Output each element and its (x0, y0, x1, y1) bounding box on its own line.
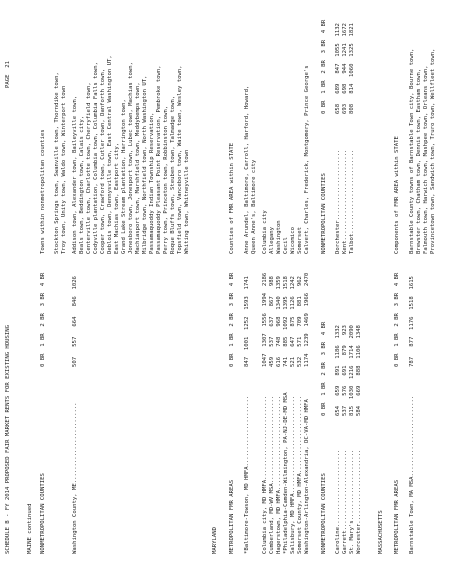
nonmetro-county-rents: 815 1030 1216 1714 2090 (349, 325, 355, 416)
nonmetro-county-rents: 584 669 888 1106 1348 (356, 325, 362, 416)
fmr-area-counties: Allegany (269, 227, 275, 254)
fmr-area-counties: Washington (276, 220, 282, 254)
maine-town-line: Deblois town, Dennysville town, East Central Washington UT, (107, 55, 113, 254)
fmr-area-name: Columbia city, MD HMFA......................... (262, 395, 268, 554)
page-number: PAGE 21 (5, 61, 11, 88)
nonmetro-county-rents: 693 698 944 1241 1672 (342, 23, 348, 114)
schedule-title: SCHEDULE B - FY 2014 PROPOSED FAIR MARKET RENTS FOR EXISTING HOUSING (5, 324, 11, 554)
barnstable-component-line: Brewster town, Chatham town, Dennis town, Eastham town, (416, 68, 422, 254)
maine-town-line: Cooper town, Crawford town, Cutler town, Danforth town, (100, 68, 106, 254)
maine-town-line: Passamaquoddy Indian Township Reservation, (149, 112, 155, 254)
barnstable-name: Barnstable Town, MA MSA........................ (409, 395, 415, 554)
washington-county-rents: 507 557 664 846 1026 (72, 276, 78, 367)
maryland-nonmetro-header-row (321, 0, 328, 566)
maine-town-line: Passamaquoddy Pleasant Point Reservation, Pembroke town, (156, 65, 162, 254)
maine-town-line: Perry town, Princeton town, Robbinston town, (163, 105, 169, 254)
fmr-area-rents: 616 748 968 1340 1359 (276, 276, 282, 367)
nonmetro-county-name: Talbot......................... (349, 149, 355, 254)
nonmetro-county-rents: 654 659 891 1186 1332 (335, 325, 341, 416)
maine-town-line: Jonesboro town, Jonesport town, Lubec town, Machias town, (128, 62, 134, 254)
fmr-area-counties: Calvert, Charles, Frederick, Montgomery, Prince George's (304, 65, 310, 254)
section-massachusetts: MASSACHUSETTS (378, 510, 384, 554)
maine-town-line: Whiting town, Whitneyville town (184, 149, 190, 254)
maine-towns-row (61, 0, 68, 566)
maryland-bedroom-column-headers: 0 BR 1 BR 2 BR 3 BR 4 BR (229, 272, 235, 367)
maryland-nonmetro-heading: NONMETROPOLITAN COUNTIES (321, 473, 327, 554)
maine-town-line: East Machias town, Eastport city, (114, 142, 120, 254)
maine-town-line: Machiasport town, Marshfield town, Meddybemps town, (135, 82, 141, 254)
fmr-area-row (251, 0, 258, 566)
nonmetro-county-name: Worcester...................... (356, 449, 362, 554)
maryland-nonmetro-column-headers-left: 0 BR 1 BR 2 BR 3 BR 4 BR (321, 321, 327, 416)
maine-towns-heading: Towns within nonmetropolitan counties (40, 129, 46, 254)
section-maine-continued: MAINE continued (27, 503, 33, 554)
maine-towns-row (184, 0, 191, 566)
barnstable-row (430, 0, 437, 566)
nonmetro-county-name: Garrett........................ (342, 449, 348, 554)
maine-town-line: Addison town, Alexander town, Baileyville town, (72, 95, 78, 254)
barnstable-rents: 787 877 1176 1518 1615 (409, 276, 415, 367)
massachusetts-metro-header-row (394, 0, 401, 566)
nonmetro-county-name: Caroline....................... (335, 449, 341, 554)
fmr-area-counties: Somerset (297, 227, 303, 254)
maryland-nonmetro-column-headers-right: 0 BR 1 BR 2 BR 3 BR 4 BR (321, 19, 327, 114)
maine-town-line: Stockton Springs town, Swanville town, Thorndike town, (54, 72, 60, 254)
fmr-area-name: Washington-Arlington-Alexandria, DC-VA-MD HMFA (304, 399, 310, 554)
fmr-area-counties: Anne Arundel, Baltimore, Carroll, Harford, Howard, (244, 85, 250, 254)
nonmetro-county-rents: 658 689 847 1055 1132 (335, 23, 341, 114)
nonmetro-county-name: Dorchester..................... (335, 149, 341, 254)
nonmetro-county-rents: 537 576 691 879 923 (342, 325, 348, 416)
fmr-area-rents: 847 1001 1252 1593 1741 (244, 276, 250, 367)
maine-town-line: Grand Lake Stream plantation, Harrington town, (121, 99, 127, 254)
fmr-area-rents: 459 537 637 867 988 (269, 276, 275, 367)
fmr-area-name: Hagerstown, MD HMFA............................ (276, 395, 282, 554)
maine-bedroom-column-headers: 0 BR 1 BR 2 BR 3 BR 4 BR (40, 272, 46, 367)
fmr-area-counties: Cecil (283, 237, 289, 254)
barnstable-component-line: Provincetown town, Sandwich town, Truro town, Wellfleet town, (430, 48, 436, 254)
nonmetro-county-row (356, 0, 363, 566)
maryland-nonmetro-heading-right: NONMETROPOLITAN COUNTIES (321, 173, 327, 254)
maine-nonmetro-heading: NONMETROPOLITAN COUNTIES (40, 473, 46, 554)
fmr-area-name: Somerset County, MD HMFA....................... (297, 395, 303, 554)
fmr-area-rents: 741 885 1092 1395 1518 (283, 276, 289, 367)
nonmetro-county-name: St. Mary's..................... (349, 449, 355, 554)
massachusetts-metro-heading: METROPOLITAN FMR AREAS (394, 479, 400, 554)
fmr-area-counties: Wicomico (290, 227, 296, 254)
barnstable-component-line: Falmouth town, Harwich town, Mashpee town, Orleans town, (423, 65, 429, 254)
header-line (5, 0, 12, 566)
fmr-area-rents: 532 571 709 881 962 (297, 276, 303, 367)
section-maryland: MARYLAND (212, 527, 218, 554)
barnstable-component-line: Barnstable County towns of Barnstable Town city, Bourne town, (409, 48, 415, 254)
fmr-area-counties: Queen Anne's, Baltimore city (251, 159, 257, 254)
fmr-area-rents: 521 647 875 1126 1242 (290, 276, 296, 367)
fmr-area-rents: 1047 1307 1556 1994 2186 (262, 272, 268, 367)
maine-town-line: Troy town, Unity town, Waldo town, Winterport town (61, 85, 67, 254)
fmr-area-name: *Baltimore-Towson, MD HMFA..................... (244, 395, 250, 554)
maine-town-line: Roque Bluffs town, Steuben town, Talmadge town, (170, 95, 176, 254)
massachusetts-bedroom-column-headers: 0 BR 1 BR 2 BR 3 BR 4 BR (394, 272, 400, 367)
fmr-area-counties: Columbia city (262, 210, 268, 254)
maine-town-line: Beals town, Beddington town, Calais city, (79, 115, 85, 254)
fmr-area-name: Cumberland, MD-WV MSA.......................... (269, 395, 275, 554)
fmr-area-rents: 1174 1239 1469 1966 2470 (304, 272, 310, 367)
maryland-metro-header-row (229, 0, 236, 566)
fmr-area-row (304, 0, 311, 566)
nonmetro-county-name: Kent........................... (342, 149, 348, 254)
nonmetro-county-rents: 808 814 1060 1325 1821 (349, 23, 355, 114)
maine-nonmetro-header-row (40, 0, 47, 566)
massachusetts-components-heading: Components of FMR AREA within STATE (394, 136, 400, 254)
maine-town-line: Milbridge town, Northfield town, North Washington UT, (142, 75, 148, 254)
maine-town-line: Topsfield town, Vanceboro town, Waite town, Wesley town, (177, 65, 183, 254)
fmr-area-name: *Philadelphia-Camden-Wilmington, PA-NJ-DE-MD MSA (283, 392, 289, 554)
maine-town-line: Centerville town, Charlotte town, Cherryfield town, (86, 82, 92, 254)
washington-county-name: Washington County, ME........................ (72, 402, 78, 554)
maryland-metro-heading: METROPOLITAN FMR AREAS (229, 479, 235, 554)
fmr-area-name: Salisbury, MD HMFA............................. (290, 395, 296, 554)
maryland-counties-heading: Counties of FMR AREA within STATE (229, 142, 235, 254)
maine-town-line: Codyville plantation, Columbia town, Columbia Falls town, (93, 62, 99, 254)
